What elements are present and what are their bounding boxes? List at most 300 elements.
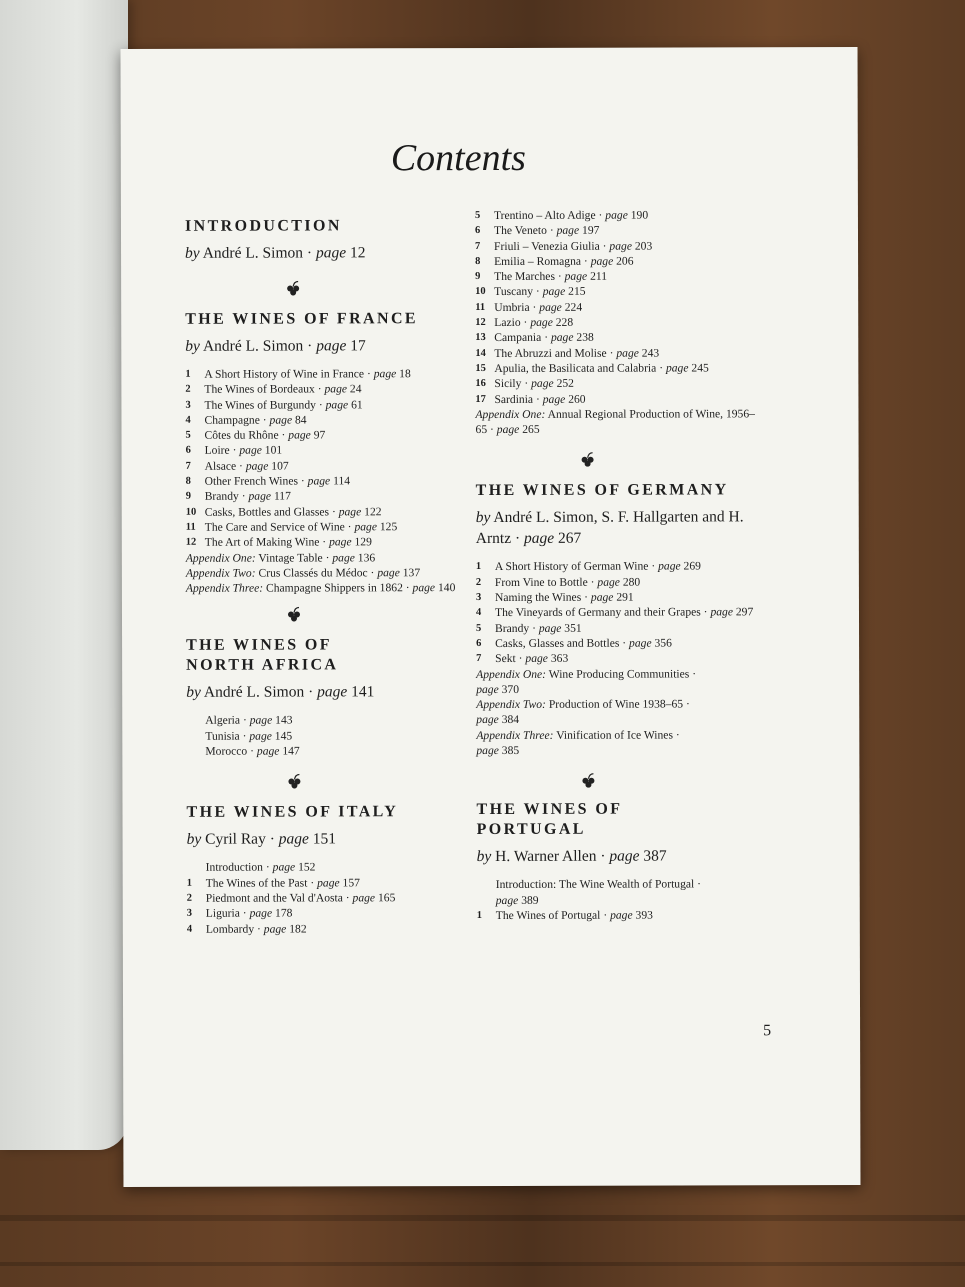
page-word: page — [476, 682, 502, 696]
appendix-page: 385 — [501, 743, 520, 757]
section-introduction — [185, 216, 455, 264]
page-word: page — [539, 300, 565, 314]
chapter-number: 2 — [475, 576, 482, 588]
page-word: page — [542, 285, 569, 299]
page-word: page — [324, 382, 350, 396]
left-column — [185, 216, 457, 937]
entry-text: Trentino – Alto Adige · page 190 — [493, 208, 649, 222]
chapter-number: 7 — [476, 653, 482, 665]
page-number: 12 — [349, 244, 366, 262]
entry-text: Sekt · page 363 — [495, 652, 569, 666]
chapter-list — [476, 559, 766, 667]
list-item — [186, 504, 456, 520]
appendix-item: Appendix Three: Champagne Shippers in 1862 · page 140 — [185, 581, 456, 595]
appendix-list — [476, 666, 696, 758]
page-word: page — [590, 254, 617, 268]
chapter-number: 8 — [185, 475, 191, 487]
entry-text: The Marches · page 211 — [494, 269, 608, 284]
by-word: by — [185, 337, 200, 355]
section-heading-line2: NORTH AFRICA — [186, 656, 339, 675]
entry-page: 211 — [590, 269, 608, 283]
entry-page: 393 — [635, 908, 653, 922]
entry-page: 252 — [556, 377, 574, 391]
entry-title: Apulia, the Basilicata and Calabria — [494, 361, 657, 375]
entry-title: Brandy — [204, 490, 239, 504]
appendix-label: Appendix One: — [475, 407, 546, 421]
chapter-number: 2 — [185, 384, 191, 396]
page-word: page — [616, 346, 642, 360]
section-heading-line1: THE WINES OF — [476, 800, 623, 819]
page-number-folio: 5 — [763, 1022, 772, 1040]
entry-title: Brandy — [495, 621, 530, 635]
list-item — [476, 605, 766, 621]
entry-title: The Wines of Bordeaux — [204, 382, 315, 397]
entry-text: Introduction: The Wine Wealth of Portugal · page 389 — [495, 877, 702, 907]
chapter-number: 10 — [185, 506, 197, 518]
entry-title: Sicily — [494, 377, 522, 391]
byline — [185, 242, 455, 264]
entry-page: 297 — [735, 605, 754, 619]
entry-title: Umbria — [494, 300, 530, 314]
list-item — [475, 284, 765, 300]
entry-title: The Wines of the Past — [205, 876, 308, 890]
list-item — [186, 427, 456, 443]
entry-text: Brandy · page 351 — [495, 621, 582, 635]
entry-text: The Art of Making Wine · page 129 — [204, 535, 372, 550]
entry-text: Naming the Wines · page 291 — [494, 590, 634, 605]
chapter-list — [477, 877, 707, 923]
list-item — [187, 875, 457, 891]
chapter-number: 5 — [476, 622, 482, 634]
appendix-list — [186, 550, 456, 597]
entry-title: Introduction — [205, 860, 263, 875]
entry-text: Campania · page 238 — [494, 331, 594, 345]
entry-page: 228 — [555, 315, 574, 329]
by-word: by — [476, 848, 492, 866]
entry-page: 238 — [576, 331, 594, 345]
entry-text: Alsace · page 107 — [204, 459, 289, 473]
page-word: page — [248, 489, 274, 504]
entry-page: 18 — [399, 367, 411, 381]
entry-text: Liguria · page 178 — [205, 906, 293, 920]
list-item — [476, 620, 766, 636]
page-word: page — [352, 891, 378, 905]
appendix-title: Vinification of Ice Wines — [556, 728, 673, 742]
page-word: page — [249, 729, 275, 743]
entry-title: Tunisia — [205, 729, 240, 743]
entry-title: Other French Wines — [204, 474, 299, 488]
entry-title: Champagne — [204, 413, 260, 427]
list-item — [186, 728, 456, 744]
entry-title: A Short History of Wine in France — [204, 367, 365, 381]
chapter-number — [186, 713, 205, 728]
appendix-title: Vintage Table — [258, 551, 323, 565]
page-word: page — [272, 860, 299, 874]
entry-page: 215 — [568, 285, 586, 299]
entry-page: 269 — [683, 559, 701, 573]
byline: by André L. Simon · page 141 — [186, 683, 375, 702]
chapter-number: 4 — [475, 607, 482, 619]
list-item — [476, 651, 766, 667]
page-number: 387 — [643, 847, 667, 865]
entry-page: 245 — [691, 361, 709, 375]
list-item — [475, 238, 765, 254]
entry-text: Lombardy · page 182 — [205, 922, 307, 936]
appendix-page: 384 — [501, 713, 520, 727]
list-item — [187, 921, 457, 937]
chapter-number: 3 — [475, 592, 482, 604]
appendix-title: Production of Wine 1938–65 — [548, 697, 684, 711]
entry-text: The Veneto · page 197 — [493, 224, 600, 238]
grape-ornament-icon — [580, 772, 596, 788]
page-word: page — [354, 520, 380, 534]
page-word: page — [249, 906, 276, 920]
chapter-number: 12 — [475, 317, 486, 329]
list-item — [186, 743, 456, 759]
page-word: page — [373, 367, 400, 381]
list-item — [475, 253, 765, 269]
section-heading: INTRODUCTION — [184, 217, 342, 235]
page-word: page — [316, 337, 347, 355]
entry-text: The Vineyards of Germany and their Grapes · page 297 — [494, 605, 754, 620]
entry-title: Sekt — [495, 652, 516, 666]
page-word: page — [610, 908, 636, 922]
page-word: page — [556, 224, 583, 238]
chapter-number: 11 — [185, 521, 196, 533]
page-word: page — [609, 847, 640, 866]
entry-text: The Wines of Burgundy · page 61 — [204, 397, 363, 412]
page-word: page — [597, 575, 623, 589]
entry-page: 363 — [550, 652, 569, 666]
entry-text: The Wines of Bordeaux · page 24 — [204, 382, 362, 397]
entry-text: Introduction · page 152 — [205, 860, 316, 875]
entry-title: Naming the Wines — [494, 590, 582, 605]
chapter-number: 17 — [475, 393, 486, 405]
page-number: 267 — [558, 530, 582, 548]
entry-page: 152 — [298, 860, 316, 874]
entry-text: Morocco · page 147 — [205, 744, 300, 758]
chapter-number: 6 — [474, 225, 481, 237]
page-word: page — [332, 550, 358, 564]
entry-title: Algeria — [205, 714, 241, 728]
entry-text: Apulia, the Basilicata and Calabria · page 245 — [494, 361, 709, 375]
page-word: page — [412, 581, 438, 595]
chapter-number — [187, 860, 206, 875]
section-heading: THE WINES OF FRANCE — [185, 310, 418, 328]
entry-text: Loire · page 101 — [204, 444, 283, 458]
entry-page: 203 — [634, 239, 653, 253]
chapter-number: 9 — [185, 491, 191, 503]
entry-page: 389 — [521, 893, 539, 907]
entry-text: From Vine to Bottle · page 280 — [494, 575, 641, 589]
appendix-list — [475, 406, 765, 437]
list-item — [475, 223, 765, 239]
page-word: page — [538, 621, 565, 635]
chapter-number: 9 — [475, 271, 481, 283]
list-item — [475, 345, 765, 361]
author: Cyril Ray — [205, 830, 266, 849]
chapter-number: 12 — [185, 537, 197, 549]
entry-page: 356 — [654, 636, 672, 650]
entry-title: Casks, Bottles and Glasses — [204, 505, 330, 519]
page-word: page — [256, 744, 283, 758]
chapter-list-continued — [475, 207, 766, 407]
page-word: page — [325, 397, 352, 412]
list-item — [187, 859, 457, 875]
appendix-item: Appendix Two: Production of Wine 1938–65 · page 384 — [476, 697, 690, 727]
entry-title: Lazio — [494, 315, 521, 330]
entry-title: Emilia – Romagna — [494, 254, 582, 268]
entry-page: 291 — [616, 590, 634, 604]
appendix-page: 140 — [437, 581, 456, 595]
chapter-number: 8 — [475, 255, 481, 267]
entry-page: 165 — [377, 891, 396, 905]
list-item — [186, 488, 456, 504]
list-item — [186, 458, 456, 474]
chapter-number: 6 — [185, 445, 191, 457]
chapter-number: 14 — [475, 347, 486, 359]
chapter-number — [186, 744, 205, 759]
entry-title: The Wines of Portugal — [495, 908, 601, 922]
appendix-page: 137 — [402, 566, 421, 580]
list-item — [187, 905, 457, 921]
entry-title: Piedmont and the Val d'Aosta — [205, 891, 343, 905]
entry-title: A Short History of German Wine — [494, 560, 649, 574]
entry-text: The Wines of the Past · page 157 — [205, 875, 360, 890]
page-word: page — [665, 361, 692, 375]
appendix-label: Appendix Two: — [185, 566, 256, 580]
page-word: page — [249, 714, 276, 728]
list-item — [186, 534, 456, 550]
page-word: page — [377, 566, 403, 580]
entry-title: The Care and Service of Wine — [204, 520, 345, 534]
chapter-number: 3 — [186, 908, 193, 920]
entry-title: Côtes du Rhône — [204, 428, 279, 442]
entry-text: Piedmont and the Val d'Aosta · page 165 — [205, 891, 396, 905]
page-word: page — [476, 713, 502, 727]
section-heading-line1: THE WINES OF — [186, 636, 332, 655]
appendix-item: Appendix One: Annual Regional Production of Wine, 1956–65 · page 265 — [475, 407, 755, 437]
entry-text: Emilia – Romagna · page 206 — [494, 254, 634, 268]
page-word: page — [658, 559, 684, 574]
list-item — [187, 890, 457, 906]
page-word: page — [564, 269, 591, 283]
section-france — [185, 309, 456, 596]
entry-text: Casks, Glasses and Bottles · page 356 — [495, 636, 672, 650]
entry-page: 114 — [333, 474, 351, 488]
entry-text: Casks, Bottles and Glasses · page 122 — [204, 504, 382, 519]
page-word: page — [329, 535, 355, 549]
list-item — [475, 360, 765, 376]
chapter-number: 4 — [185, 414, 191, 426]
page-word: page — [239, 444, 265, 458]
chapter-number: 15 — [475, 362, 486, 375]
entry-text: Friuli – Venezia Giulia · page 203 — [494, 239, 653, 253]
list-item — [476, 574, 766, 590]
list-item — [475, 299, 765, 315]
entry-text: Brandy · page 117 — [204, 489, 291, 504]
entry-title: Campania — [494, 331, 542, 345]
author: André L. Simon — [203, 683, 305, 702]
entry-title: Liguria — [205, 906, 240, 920]
by-word: by — [186, 684, 201, 702]
chapter-number: 7 — [475, 240, 481, 252]
page-number: 17 — [350, 337, 366, 355]
chapter-number: 1 — [185, 368, 191, 380]
entry-text: Tuscany · page 215 — [494, 285, 586, 299]
grape-ornament-icon — [286, 606, 302, 622]
chapter-number — [477, 877, 496, 908]
entry-page: 243 — [641, 346, 660, 360]
list-item — [476, 559, 766, 575]
page-word: page — [523, 530, 555, 548]
chapter-number: 5 — [185, 429, 191, 441]
entry-page: 260 — [568, 392, 586, 406]
page-word: page — [315, 244, 347, 262]
list-item — [475, 391, 765, 407]
page-word: page — [338, 505, 365, 519]
list-item — [475, 330, 765, 346]
entry-title: Morocco — [205, 744, 248, 758]
page-word: page — [317, 683, 348, 701]
appendix-item: Appendix One: Vintage Table · page 136 — [185, 550, 376, 565]
author: André L. Simon — [202, 337, 304, 355]
entry-title: Trentino – Alto Adige — [493, 208, 596, 222]
entry-text: The Care and Service of Wine · page 125 — [204, 520, 398, 534]
list-item — [185, 412, 455, 428]
entry-title: Lombardy — [205, 922, 255, 936]
page-word: page — [605, 208, 631, 222]
list-item — [186, 443, 456, 459]
page-word: page — [525, 652, 551, 666]
list-item — [185, 366, 455, 382]
entry-page: 145 — [274, 729, 293, 743]
list-item — [477, 907, 707, 923]
entry-title: Casks, Glasses and Bottles — [495, 636, 620, 650]
entry-text: Côtes du Rhône · page 97 — [204, 428, 326, 442]
byline: by André L. Simon · page 17 — [185, 337, 366, 355]
entry-title: The Art of Making Wine — [204, 535, 320, 550]
entry-page: 122 — [364, 504, 382, 519]
list-item — [185, 397, 455, 413]
entry-page: 157 — [342, 875, 360, 890]
entry-page: 125 — [379, 520, 398, 534]
right-column — [475, 207, 767, 923]
chapter-number: 1 — [186, 877, 192, 889]
section-italy — [186, 802, 456, 936]
chapter-number: 4 — [186, 923, 193, 935]
entry-page: 147 — [282, 744, 300, 758]
entry-title: The Vineyards of Germany and their Grapes — [494, 605, 701, 620]
entry-title: Sardinia — [494, 392, 534, 406]
entry-text: Champagne · page 84 — [204, 413, 307, 427]
entry-text: Umbria · page 224 — [494, 300, 583, 314]
page-word: page — [245, 459, 272, 473]
appendix-title: Annual Regional Production of Wine, 1956–65 — [475, 407, 755, 437]
page-word: page — [542, 392, 569, 406]
chapter-number: 11 — [475, 301, 486, 313]
chapter-number: 10 — [475, 286, 486, 298]
section-north-africa — [186, 636, 456, 760]
appendix-label: Appendix Three: — [185, 581, 264, 595]
appendix-title: Champagne Shippers in 1862 — [265, 581, 403, 595]
page-word: page — [629, 636, 655, 650]
chapter-list — [185, 366, 455, 550]
list-item — [475, 207, 765, 223]
list-item — [186, 713, 456, 729]
entry-text: Sicily · page 252 — [494, 377, 574, 391]
chapter-number: 13 — [475, 332, 486, 344]
appendix-label: Appendix One: — [185, 551, 256, 565]
chapter-list — [187, 859, 457, 936]
section-germany — [476, 481, 767, 759]
by-word: by — [185, 244, 200, 262]
entry-title: Loire — [204, 444, 230, 458]
page-word: page — [530, 315, 556, 329]
list-item — [186, 473, 456, 489]
left-page — [0, 0, 128, 1150]
grape-ornament-icon — [285, 279, 301, 295]
grape-ornament-icon — [580, 451, 596, 467]
entry-page: 206 — [616, 254, 634, 268]
page-word: page — [263, 922, 290, 936]
page-word: page — [278, 830, 309, 848]
section-heading: THE WINES OF GERMANY — [475, 481, 729, 500]
entry-text: Sardinia · page 260 — [494, 392, 586, 406]
entry-page: 129 — [354, 535, 372, 549]
entry-page: 117 — [273, 489, 291, 503]
appendix-label: Appendix One: — [476, 667, 547, 681]
author: André L. Simon — [202, 244, 304, 262]
byline: by André L. Simon, S. F. Hallgarten and H. Arntz · page 267 — [475, 508, 744, 548]
entry-page: 107 — [271, 459, 289, 473]
author: André L. Simon, S. F. Hallgarten and H. Arntz — [475, 508, 744, 548]
chapter-number: 5 — [474, 210, 481, 222]
chapter-number: 1 — [475, 561, 482, 573]
list-item — [186, 519, 456, 535]
section-heading-line2: PORTUGAL — [476, 821, 586, 839]
byline: by H. Warner Allen · page 387 — [476, 847, 667, 866]
entry-title: Introduction: The Wine Wealth of Portugal — [495, 877, 695, 892]
entry-text: The Abruzzi and Molise · page 243 — [494, 346, 660, 360]
appendix-label: Appendix Three: — [476, 728, 554, 742]
list-item — [475, 376, 765, 392]
appendix-title: Crus Classés du Médoc — [258, 566, 368, 580]
appendix-item: Appendix One: Wine Producing Communities · page 370 — [476, 666, 697, 696]
page-word: page — [269, 413, 296, 427]
book-page — [121, 47, 861, 1187]
author: H. Warner Allen — [495, 848, 597, 866]
entry-title: The Abruzzi and Molise — [494, 346, 607, 360]
section-heading: THE WINES OF ITALY — [186, 803, 399, 822]
appendix-item: Appendix Two: Crus Classés du Médoc · page 137 — [185, 566, 421, 580]
page-word: page — [307, 474, 334, 488]
page-word: page — [317, 876, 343, 890]
entry-title: The Veneto — [493, 224, 547, 238]
entry-text: A Short History of German Wine · page 269 — [494, 559, 701, 574]
page-title: Contents — [390, 136, 526, 180]
entry-text: The Wines of Portugal · page 393 — [495, 908, 653, 922]
entry-text: A Short History of Wine in France · page 18 — [204, 367, 411, 381]
page-number: 151 — [312, 830, 337, 848]
chapter-number: 1 — [476, 909, 483, 921]
chapter-number — [186, 728, 205, 743]
entry-page: 84 — [294, 413, 307, 427]
list-item — [185, 381, 455, 397]
page-word: page — [590, 590, 617, 604]
page-word: page — [476, 743, 502, 758]
appendix-title: Wine Producing Communities — [548, 667, 690, 681]
